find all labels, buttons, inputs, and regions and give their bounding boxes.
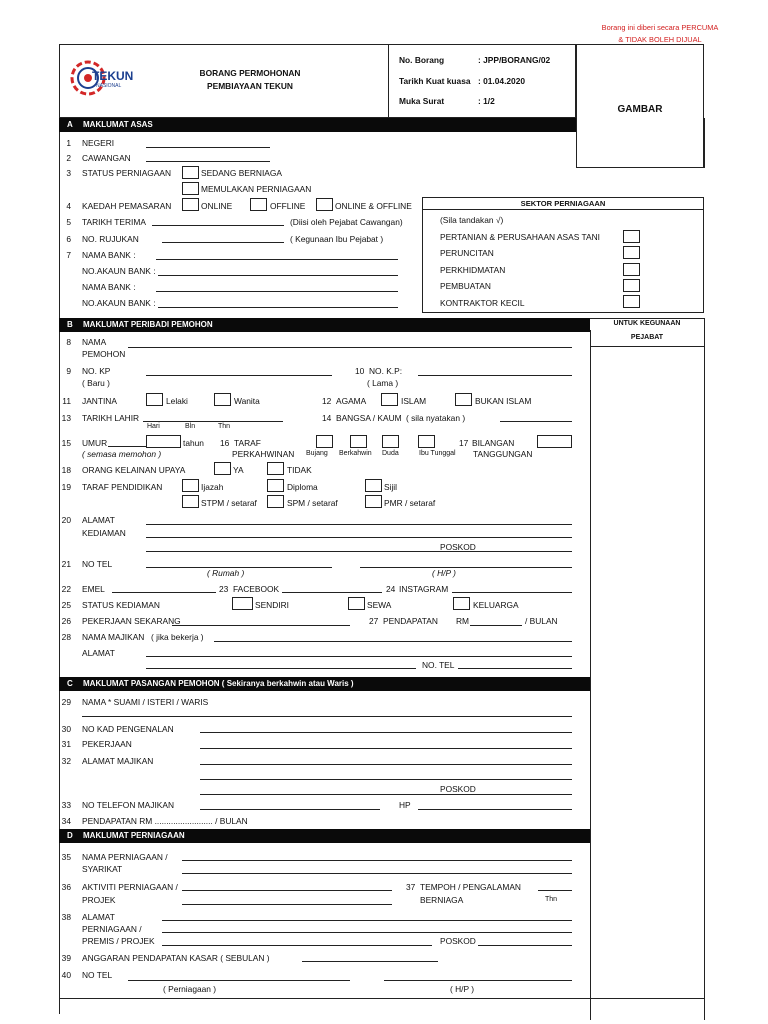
no-borang-value: : JPP/BORANG/02 — [478, 55, 551, 65]
item-number: 35 — [61, 852, 71, 862]
bukan-islam-checkbox[interactable] — [455, 393, 472, 406]
diisi-note: (Diisi oleh Pejabat Cawangan) — [290, 217, 403, 227]
online-offline-checkbox[interactable] — [316, 198, 333, 211]
frame-right-top — [704, 118, 705, 168]
diploma-label: Diploma — [287, 482, 318, 492]
duda-label: Duda — [382, 450, 399, 457]
alamat-pasangan-field-1[interactable] — [200, 764, 572, 765]
section-b-header — [59, 318, 590, 332]
section-b-letter: B — [67, 320, 73, 329]
item-number: 15 — [61, 438, 71, 448]
bln-label: Bln — [185, 423, 196, 430]
oku-tidak-checkbox[interactable] — [267, 462, 284, 475]
lama-note: ( Lama ) — [367, 378, 399, 388]
oku-tidak-label: TIDAK — [287, 465, 312, 475]
akaun-bank-2-field[interactable] — [158, 307, 398, 308]
perniagaan-note: ( Perniagaan ) — [163, 984, 217, 994]
item-number: 29 — [61, 697, 71, 707]
pekerjaan-field[interactable] — [172, 625, 350, 626]
sektor-item: PERUNCITAN — [440, 248, 494, 258]
bilangan-label: BILANGAN — [472, 438, 515, 448]
item-number: 36 — [61, 882, 71, 892]
baru-note: ( Baru ) — [82, 378, 110, 388]
emel-field[interactable] — [112, 592, 216, 593]
tempoh-label-2: BERNIAGA — [420, 895, 464, 905]
alamat-majikan-field-2[interactable] — [146, 668, 416, 669]
hari-label: Hari — [147, 423, 160, 430]
bujang-label: Bujang — [306, 450, 328, 457]
telefon-majikan-field[interactable] — [200, 809, 380, 810]
alamat-pasangan-field-3[interactable] — [200, 794, 572, 795]
nama-bank-2-field[interactable] — [156, 291, 398, 292]
stpm-checkbox[interactable] — [182, 495, 199, 508]
logo-sub: NASIONAL — [96, 83, 122, 89]
majikan-field[interactable] — [214, 641, 572, 642]
nama-perniagaan-label-1: NAMA PERNIAGAAN / — [82, 852, 168, 862]
alamat-perniagaan-field-3[interactable] — [162, 945, 432, 946]
offline-label: OFFLINE — [270, 201, 306, 211]
item-number: 32 — [61, 756, 71, 766]
nama-bank-field[interactable] — [156, 259, 398, 260]
alamat-perniagaan-label-1: ALAMAT — [82, 912, 115, 922]
nokp-lama-number: 10 — [355, 366, 365, 376]
poskod-perniagaan-label: POSKOD — [440, 936, 476, 946]
item-number: 18 — [61, 465, 71, 475]
muka-surat-value: : 1/2 — [478, 96, 495, 106]
notel-majikan-label: NO. TEL — [422, 660, 455, 670]
pendapatan-number: 27 — [369, 616, 379, 626]
sektor-pembuatan-checkbox[interactable] — [623, 279, 640, 292]
section-a-letter: A — [67, 120, 73, 129]
bilangan-number: 17 — [459, 438, 469, 448]
status-kediaman-label: STATUS KEDIAMAN — [82, 600, 160, 610]
section-c-header — [59, 677, 590, 691]
pendapatan-pasangan: PENDAPATAN RM ......................... / BULAN — [82, 816, 248, 826]
stpm-label: STPM / setaraf — [201, 498, 257, 508]
umur-box[interactable] — [146, 435, 181, 448]
offline-checkbox[interactable] — [250, 198, 267, 211]
sektor-divider — [422, 209, 704, 210]
aktiviti-field-2[interactable] — [182, 904, 392, 905]
alamat-majikan-field-1[interactable] — [146, 656, 572, 657]
hp-pasangan-field[interactable] — [418, 809, 572, 810]
item-number: 31 — [61, 739, 71, 749]
item-number: 40 — [61, 970, 71, 980]
emel-label: EMEL — [82, 584, 105, 594]
office-divider — [590, 346, 704, 347]
agama-number: 12 — [322, 396, 332, 406]
islam-checkbox[interactable] — [381, 393, 398, 406]
cawangan-field[interactable] — [146, 161, 270, 162]
free-notice-line1: Borang ini diberi secara PERCUMA — [601, 23, 719, 32]
kuat-kuasa-label: Tarikh Kuat kuasa — [399, 76, 471, 86]
tanggungan-label: TANGGUNGAN — [473, 449, 533, 459]
perkahwinan-label: PERKAHWINAN — [232, 449, 295, 459]
hp-note: ( H/P ) — [432, 568, 456, 578]
aktiviti-label-2: PROJEK — [82, 895, 116, 905]
section-d-header — [59, 829, 590, 843]
tekun-logo — [66, 56, 148, 100]
wanita-label: Wanita — [234, 396, 260, 406]
taraf-number: 16 — [220, 438, 230, 448]
tarikh-terima-label: TARIKH TERIMA — [82, 217, 146, 227]
item-number: 38 — [61, 912, 71, 922]
sektor-item: PERKHIDMATAN — [440, 265, 506, 275]
nama-pasangan-field[interactable] — [82, 716, 572, 717]
umur-label: UMUR — [82, 438, 108, 448]
sendiri-checkbox[interactable] — [232, 597, 253, 610]
hp-perniagaan-field[interactable] — [384, 980, 572, 981]
sedang-berniaga-checkbox[interactable] — [182, 166, 199, 179]
tempoh-thn-label: Thn — [545, 896, 558, 903]
pendidikan-label: TARAF PENDIDIKAN — [82, 482, 163, 492]
office-label-1: UNTUK KEGUNAAN — [613, 320, 681, 327]
spm-label: SPM / setaraf — [287, 498, 338, 508]
nama-bank-label: NAMA BANK : — [82, 250, 136, 260]
pekerjaan-label: PEKERJAAN SEKARANG — [82, 616, 181, 626]
agama-label: AGAMA — [336, 396, 367, 406]
kegunaan-ibu-note: ( Kegunaan Ibu Pejabat ) — [290, 234, 384, 244]
anggaran-field[interactable] — [302, 961, 438, 962]
office-label-2: PEJABAT — [630, 334, 664, 341]
section-a-header — [59, 118, 576, 132]
umur-field[interactable] — [108, 446, 146, 447]
item-number: 21 — [61, 559, 71, 569]
lelaki-label: Lelaki — [166, 396, 188, 406]
ibu-tunggal-checkbox[interactable] — [418, 435, 435, 448]
poskod-perniagaan-field[interactable] — [478, 945, 572, 946]
online-checkbox[interactable] — [182, 198, 199, 211]
facebook-number: 23 — [219, 584, 229, 594]
item-number: 6 — [66, 234, 71, 244]
pmr-checkbox[interactable] — [365, 495, 382, 508]
tempoh-number: 37 — [406, 882, 416, 892]
pekerjaan-pasangan-label: PEKERJAAN — [82, 739, 132, 749]
duda-checkbox[interactable] — [382, 435, 399, 448]
nokp-lama-label: NO. K.P: — [369, 366, 403, 376]
memulakan-checkbox[interactable] — [182, 182, 199, 195]
sewa-label: SEWA — [367, 600, 392, 610]
alamat-field-3[interactable] — [146, 551, 572, 552]
frame-left — [59, 44, 60, 1014]
item-number: 28 — [61, 632, 71, 642]
tarikh-terima-field[interactable] — [152, 225, 284, 226]
alamat-field-2[interactable] — [146, 537, 572, 538]
notel-label: NO TEL — [82, 559, 113, 569]
item-number: 8 — [66, 337, 71, 347]
office-column-left — [590, 330, 591, 1020]
cawangan-label: CAWANGAN — [82, 153, 131, 163]
lelaki-checkbox[interactable] — [146, 393, 163, 406]
section-a-title: MAKLUMAT ASAS — [83, 120, 153, 129]
instagram-label: INSTAGRAM — [399, 584, 449, 594]
sektor-perkhidmatan-checkbox[interactable] — [623, 263, 640, 276]
item-number: 4 — [66, 201, 71, 211]
nama-field[interactable] — [128, 347, 572, 348]
nama-perniagaan-label-2: SYARIKAT — [82, 864, 123, 874]
alamat-pasangan-field-2[interactable] — [200, 779, 572, 780]
online-offline-label: ONLINE & OFFLINE — [335, 201, 412, 211]
sektor-peruncitan-checkbox[interactable] — [623, 246, 640, 259]
jantina-label: JANTINA — [82, 396, 117, 406]
bulan-label: / BULAN — [525, 616, 558, 626]
rujukan-label: NO. RUJUKAN — [82, 234, 139, 244]
item-number: 30 — [61, 724, 71, 734]
frame-right — [704, 318, 705, 1020]
oku-ya-label: YA — [233, 465, 244, 475]
akaun-bank-2-label: NO.AKAUN BANK : — [82, 298, 156, 308]
sewa-checkbox[interactable] — [348, 597, 365, 610]
taraf-label: TARAF — [234, 438, 261, 448]
section-d-title: MAKLUMAT PERNIAGAAN — [83, 831, 185, 840]
anggaran-label: ANGGARAN PENDAPATAN KASAR ( SEBULAN ) — [82, 953, 270, 963]
sendiri-label: SENDIRI — [255, 600, 289, 610]
bangsa-label: BANGSA / KAUM — [336, 413, 402, 423]
hp-perniagaan-note: ( H/P ) — [450, 984, 475, 994]
section-c-title: MAKLUMAT PASANGAN PEMOHON ( Sekiranya berkahwin atau Waris ) — [83, 679, 354, 688]
facebook-label: FACEBOOK — [233, 584, 280, 594]
aktiviti-label-1: AKTIVITI PERNIAGAAN / — [82, 882, 178, 892]
sila-nyatakan-note: ( sila nyatakan ) — [406, 413, 466, 423]
item-number: 1 — [66, 138, 71, 148]
frame-bottom — [59, 998, 704, 999]
telefon-majikan-label: NO TELEFON MAJIKAN — [82, 800, 174, 810]
rujukan-field[interactable] — [162, 242, 284, 243]
logo-brand: TEKUN — [92, 69, 134, 83]
pendapatan-field[interactable] — [470, 625, 522, 626]
kad-field[interactable] — [200, 732, 572, 733]
item-number: 13 — [61, 413, 71, 423]
no-borang-label: No. Borang — [399, 55, 445, 65]
instagram-field[interactable] — [452, 592, 572, 593]
jika-bekerja-note: ( jika bekerja ) — [151, 632, 204, 642]
tahun-label: tahun — [183, 438, 204, 448]
online-label: ONLINE — [201, 201, 233, 211]
nama-pasangan-label: NAMA * SUAMI / ISTERI / WARIS — [82, 697, 209, 707]
facebook-field[interactable] — [282, 592, 382, 593]
item-number: 39 — [61, 953, 71, 963]
notel-perniagaan-label: NO TEL — [82, 970, 113, 980]
form-title-1: BORANG PERMOHONAN — [199, 68, 301, 78]
photo-label: GAMBAR — [617, 104, 663, 115]
sektor-pertanian-checkbox[interactable] — [623, 230, 640, 243]
alamat-label: ALAMAT — [82, 515, 115, 525]
memulakan-label: MEMULAKAN PERNIAGAAN — [201, 184, 312, 194]
wanita-checkbox[interactable] — [214, 393, 231, 406]
office-top — [590, 318, 704, 319]
kediaman-label: KEDIAMAN — [82, 528, 126, 538]
item-number: 11 — [62, 396, 71, 406]
spm-checkbox[interactable] — [267, 495, 284, 508]
alamat-perniagaan-field-2[interactable] — [162, 932, 572, 933]
item-number: 33 — [61, 800, 71, 810]
poskod-pasangan-label: POSKOD — [440, 784, 476, 794]
status-label: STATUS PERNIAGAAN — [82, 168, 172, 178]
ibu-tunggal-label: Ibu Tunggal — [419, 450, 456, 457]
bangsa-field[interactable] — [500, 421, 572, 422]
tel-hp-field[interactable] — [360, 567, 572, 568]
ijazah-label: Ijazah — [201, 482, 224, 492]
berkahwin-label: Berkahwin — [339, 450, 372, 457]
sektor-hint: (Sila tandakan √) — [440, 215, 504, 225]
keluarga-label: KELUARGA — [473, 600, 519, 610]
sijil-label: Sijil — [384, 482, 398, 492]
sektor-item: KONTRAKTOR KECIL — [440, 298, 525, 308]
bangsa-number: 14 — [322, 413, 332, 423]
tempoh-label-1: TEMPOH / PENGALAMAN — [420, 882, 521, 892]
section-d-letter: D — [67, 831, 73, 840]
thn-label: Thn — [218, 423, 231, 430]
ijazah-checkbox[interactable] — [182, 479, 199, 492]
alamat-field-1[interactable] — [146, 524, 572, 525]
negeri-field[interactable] — [146, 147, 270, 148]
item-number: 2 — [66, 153, 71, 163]
tarikh-lahir-field[interactable] — [143, 421, 283, 422]
keluarga-checkbox[interactable] — [453, 597, 470, 610]
negeri-label: NEGERI — [82, 138, 115, 148]
alamat-majikan-label: ALAMAT — [82, 648, 115, 658]
free-notice-line2: & TIDAK BOLEH DIJUAL — [618, 35, 702, 44]
kelainan-label: ORANG KELAINAN UPAYA — [82, 465, 186, 475]
form-title-2: PEMBIAYAAN TEKUN — [207, 81, 293, 91]
semasa-note: ( semasa memohon ) — [82, 449, 162, 459]
berkahwin-checkbox[interactable] — [350, 435, 367, 448]
sedang-berniaga-label: SEDANG BERNIAGA — [201, 168, 282, 178]
item-number: 25 — [61, 600, 71, 610]
hp-pasangan-label: HP — [399, 800, 411, 810]
bukan-islam-label: BUKAN ISLAM — [475, 396, 532, 406]
pmr-label: PMR / setaraf — [384, 498, 436, 508]
tel-perniagaan-field[interactable] — [128, 980, 350, 981]
kaedah-label: KAEDAH PEMASARAN — [82, 201, 172, 211]
sektor-item: PERTANIAN & PERUSAHAAN ASAS TANI — [440, 232, 600, 242]
kad-label: NO KAD PENGENALAN — [82, 724, 174, 734]
nama-label-2: PEMOHON — [82, 349, 126, 359]
kuat-kuasa-value: : 01.04.2020 — [478, 76, 526, 86]
alamat-majikan-pasangan-label: ALAMAT MAJIKAN — [82, 756, 154, 766]
pekerjaan-pasangan-field[interactable] — [200, 748, 572, 749]
tanggungan-box[interactable] — [537, 435, 572, 448]
diploma-checkbox[interactable] — [267, 479, 284, 492]
item-number: 34 — [61, 816, 71, 826]
item-number: 19 — [61, 482, 71, 492]
akaun-bank-field[interactable] — [158, 275, 398, 276]
pendapatan-label: PENDAPATAN — [383, 616, 438, 626]
item-number: 7 — [66, 250, 71, 260]
aktiviti-field-1[interactable] — [182, 890, 392, 891]
item-number: 22 — [61, 584, 71, 594]
header-divider — [388, 44, 389, 118]
rm-label: RM — [456, 616, 470, 626]
sektor-item: PEMBUATAN — [440, 281, 491, 291]
islam-label: ISLAM — [401, 396, 427, 406]
item-number: 26 — [61, 616, 71, 626]
tempoh-field[interactable] — [538, 890, 572, 891]
sektor-kontraktor-checkbox[interactable] — [623, 295, 640, 308]
item-number: 20 — [61, 515, 71, 525]
nokp-baru-field[interactable] — [146, 375, 332, 376]
notel-majikan-field[interactable] — [458, 668, 572, 669]
item-number: 3 — [66, 168, 71, 178]
nama-label-1: NAMA — [82, 337, 107, 347]
akaun-bank-label: NO.AKAUN BANK : — [82, 266, 156, 276]
sektor-title: SEKTOR PERNIAGAAN — [520, 199, 606, 208]
item-number: 9 — [66, 366, 71, 376]
nama-bank-2-label: NAMA BANK : — [82, 282, 136, 292]
sijil-checkbox[interactable] — [365, 479, 382, 492]
nama-perniagaan-field-2[interactable] — [182, 873, 572, 874]
majikan-label: NAMA MAJIKAN — [82, 632, 145, 642]
alamat-perniagaan-field-1[interactable] — [162, 920, 572, 921]
nokp-label: NO. KP — [82, 366, 111, 376]
muka-surat-label: Muka Surat — [399, 96, 445, 106]
instagram-number: 24 — [386, 584, 396, 594]
alamat-perniagaan-label-2: PERNIAGAAN / — [82, 924, 142, 934]
bujang-checkbox[interactable] — [316, 435, 333, 448]
oku-ya-checkbox[interactable] — [214, 462, 231, 475]
tarikh-lahir-label: TARIKH LAHIR — [82, 413, 140, 423]
poskod-label: POSKOD — [440, 542, 476, 552]
section-c-letter: C — [67, 679, 73, 688]
section-b-title: MAKLUMAT PERIBADI PEMOHON — [83, 320, 213, 329]
item-number: 5 — [66, 217, 71, 227]
nokp-lama-field[interactable] — [418, 375, 572, 376]
rumah-note: ( Rumah ) — [207, 568, 245, 578]
alamat-perniagaan-label-3: PREMIS / PROJEK — [82, 936, 155, 946]
nama-perniagaan-field-1[interactable] — [182, 860, 572, 861]
